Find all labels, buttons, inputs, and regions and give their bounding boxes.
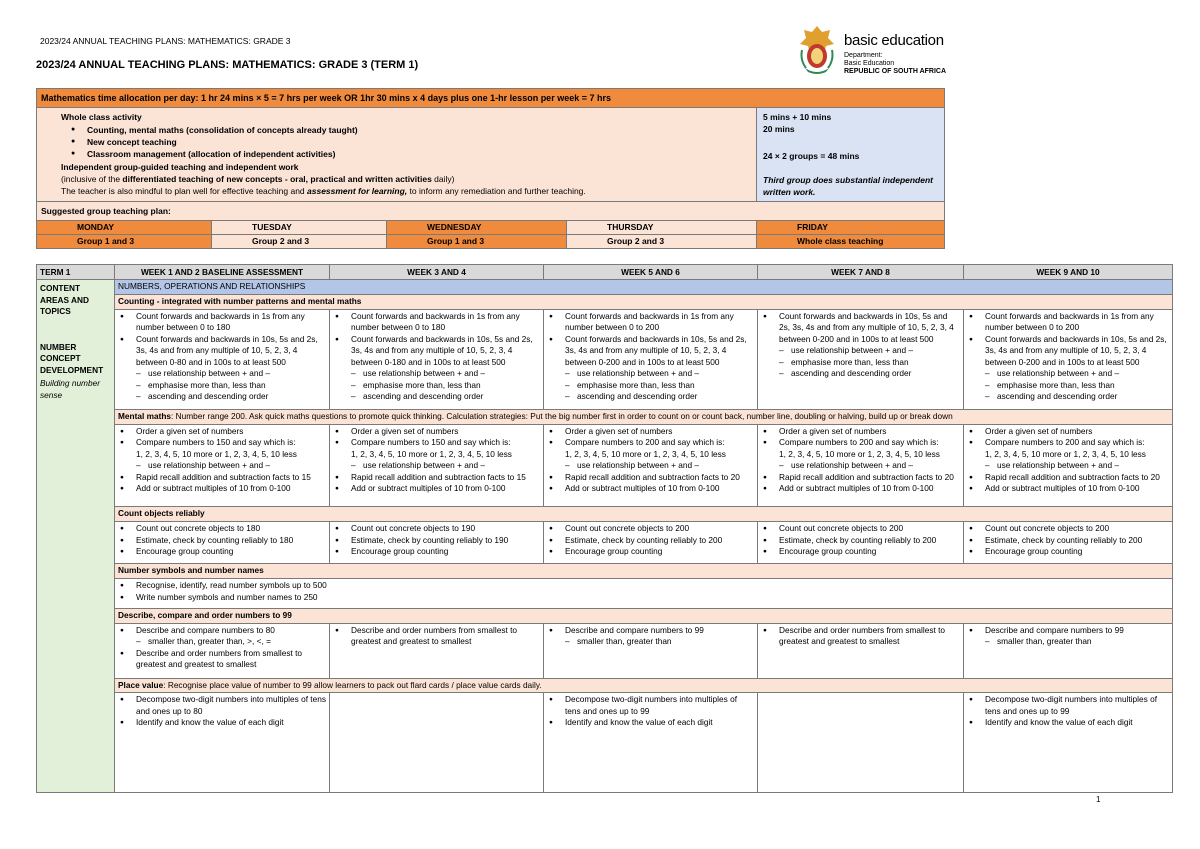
list-item: ● Decompose two-digit numbers into multiples of tens and ones up to 99 xyxy=(547,694,754,717)
count-week-1-2 xyxy=(115,522,330,564)
list-item: ● Order a given set of numbers xyxy=(761,426,960,438)
topic-subtitle: Building number sense xyxy=(40,378,100,400)
place-week-1-2 xyxy=(115,693,330,793)
section-number-symbols: Number symbols and number names xyxy=(115,564,1173,579)
list-item: – use relationship between + and – xyxy=(118,368,326,380)
count-week-5-6 xyxy=(544,522,758,564)
logo-line: Basic Education xyxy=(844,60,895,67)
list-item: – use relationship between + and – xyxy=(333,368,540,380)
list-item: ● Count out concrete objects to 200 xyxy=(547,523,754,535)
suggested-plan-label: Suggested group teaching plan: xyxy=(37,202,945,221)
whole-class-label: Whole class activity xyxy=(61,112,142,122)
column-header: WEEK 3 AND 4 xyxy=(330,265,544,280)
column-header: WEEK 1 AND 2 BASELINE ASSESSMENT xyxy=(115,265,330,280)
logo-title: basic education xyxy=(844,32,944,49)
symbols-content xyxy=(115,579,1173,609)
list-item: ● Estimate, check by counting reliably to 200 xyxy=(547,535,754,547)
day-thursday: THURSDAY xyxy=(567,221,757,235)
time-breakdown xyxy=(757,108,945,202)
list-item: – use relationship between + and – xyxy=(547,368,754,380)
list-item: ● Describe and order numbers from smallest to greatest and greatest to smallest xyxy=(761,625,960,648)
place-week-7-8 xyxy=(758,693,964,793)
place-week-9-10 xyxy=(964,693,1173,793)
time-allocation-table xyxy=(36,88,945,249)
list-item: ● Count out concrete objects to 180 xyxy=(118,523,326,535)
count-week-9-10 xyxy=(964,522,1173,564)
list-item: – emphasise more than, less than xyxy=(333,380,540,392)
count-week-3-4 xyxy=(330,522,544,564)
coat-of-arms-icon xyxy=(796,24,838,76)
place-week-5-6 xyxy=(544,693,758,793)
list-item: ● Rapid recall addition and subtraction facts to 20 xyxy=(547,472,754,484)
time-value: 20 mins xyxy=(763,124,795,134)
list-item: ● Order a given set of numbers xyxy=(118,426,326,438)
list-item: ● Classroom management (allocation of independent activities) xyxy=(71,148,750,160)
list-item: ● Describe and compare numbers to 80 xyxy=(118,625,326,637)
list-item: ● Estimate, check by counting reliably to 200 xyxy=(761,535,960,547)
list-item: ● Add or subtract multiples of 10 from 0-100 xyxy=(967,483,1169,495)
group-thursday: Group 2 and 3 xyxy=(567,235,757,249)
teacher-note: The teacher is also mindful to plan well for effective teaching and assessment for learning, to inform any remediation and further teaching. xyxy=(61,186,586,196)
section-counting: Counting - integrated with number patterns and mental maths xyxy=(115,294,1173,309)
column-header: WEEK 5 AND 6 xyxy=(544,265,758,280)
list-item: ● Rapid recall addition and subtraction facts to 20 xyxy=(967,472,1169,484)
list-item: ● Order a given set of numbers xyxy=(967,426,1169,438)
list-item: ● Count forwards and backwards in 1s from any number between 0 to 180 xyxy=(333,311,540,334)
list-item: ● Write number symbols and number names to 250 xyxy=(118,592,1169,604)
list-item: ● Rapid recall addition and subtraction facts to 15 xyxy=(333,472,540,484)
list-item: ● Add or subtract multiples of 10 from 0-100 xyxy=(547,483,754,495)
mental-week-9-10 xyxy=(964,424,1173,507)
counting-week-1-2 xyxy=(115,309,330,409)
term-header-row xyxy=(37,265,1173,280)
day-wednesday: WEDNESDAY xyxy=(387,221,567,235)
section-describe-compare: Describe, compare and order numbers to 99 xyxy=(115,608,1173,623)
group-monday: Group 1 and 3 xyxy=(37,235,212,249)
number-sequence: 1, 2, 3, 4, 5, 10 more or 1, 2, 3, 4, 5, 10 less xyxy=(136,448,297,459)
list-item: ● Compare numbers to 200 and say which is: xyxy=(967,437,1169,449)
list-item: – use relationship between + and – xyxy=(761,345,960,357)
number-sequence: 1, 2, 3, 4, 5, 10 more or 1, 2, 3, 4, 5, 10 less xyxy=(779,448,940,459)
list-item: – emphasise more than, less than xyxy=(118,380,326,392)
counting-week-3-4 xyxy=(330,309,544,409)
list-item: ● Count forwards and backwards in 10s, 5s and 2s, 3s, 4s and from any multiple of 10, 5, 2, 3, 4 between 0-200 and in 100s to at least 500 xyxy=(967,334,1169,369)
place-week-3-4 xyxy=(330,693,544,793)
list-item: ● Rapid recall addition and subtraction facts to 15 xyxy=(118,472,326,484)
list-item: – smaller than, greater than xyxy=(967,636,1169,648)
list-item: ● Compare numbers to 150 and say which is: xyxy=(118,437,326,449)
page-number: 1 xyxy=(1096,795,1101,804)
section-place-value: Place value: Recognise place value of number to 99 allow learners to pack out flard cards / place value cards daily. xyxy=(115,678,1173,693)
list-item: ● Identify and know the value of each digit xyxy=(118,717,326,729)
list-item: ● Count out concrete objects to 200 xyxy=(967,523,1169,535)
list-item: – use relationship between + and – xyxy=(967,368,1169,380)
describe-week-3-4 xyxy=(330,623,544,678)
list-item: ● Add or subtract multiples of 10 from 0-100 xyxy=(118,483,326,495)
logo-country: REPUBLIC OF SOUTH AFRICA xyxy=(844,68,947,75)
list-item: ● Estimate, check by counting reliably to 190 xyxy=(333,535,540,547)
list-item: ● Count forwards and backwards in 1s from any number between 0 to 200 xyxy=(967,311,1169,334)
list-item: ● Count forwards and backwards in 10s, 5s and 2s, 3s, 4s and from any multiple of 10, 5, 2, 3, 4 between 0-80 and in 100s to at least 500 xyxy=(118,334,326,369)
list-item: – ascending and descending order xyxy=(547,391,754,403)
section-count-objects: Count objects reliably xyxy=(115,507,1173,522)
list-item: ● Count forwards and backwards in 10s, 5s and 2s, 3s, 4s and from any multiple of 10, 5, 2, 3, 4 between 0-200 and in 100s to at least 500 xyxy=(547,334,754,369)
describe-week-7-8 xyxy=(758,623,964,678)
mental-week-7-8 xyxy=(758,424,964,507)
list-item: – ascending and descending order xyxy=(333,391,540,403)
count-week-7-8 xyxy=(758,522,964,564)
list-item: ● Compare numbers to 150 and say which is: xyxy=(333,437,540,449)
list-item: – ascending and descending order xyxy=(761,368,960,380)
list-item: ● New concept teaching xyxy=(71,136,750,148)
time-value: 24 × 2 groups = 48 mins xyxy=(763,151,860,161)
list-item: ● Count forwards and backwards in 10s, 5s and 2s, 3s, 4s and from any multiple of 10, 5, 2, 3, 4 between 0-180 and in 100s to at least 500 xyxy=(333,334,540,369)
list-item: ● Order a given set of numbers xyxy=(547,426,754,438)
inclusive-note: (inclusive of the differentiated teaching of new concepts - oral, practical and written activities daily) xyxy=(61,174,455,184)
number-sequence: 1, 2, 3, 4, 5, 10 more or 1, 2, 3, 4, 5, 10 less xyxy=(985,448,1146,459)
column-header: TERM 1 xyxy=(37,265,115,280)
list-item: – emphasise more than, less than xyxy=(547,380,754,392)
list-item: – smaller than, greater than xyxy=(547,636,754,648)
list-item: – emphasise more than, less than xyxy=(761,357,960,369)
mental-week-1-2 xyxy=(115,424,330,507)
third-group-note: Third group does substantial independent written work. xyxy=(763,175,934,197)
list-item: – use relationship between + and – xyxy=(333,460,540,472)
describe-week-5-6 xyxy=(544,623,758,678)
list-item: ● Encourage group counting xyxy=(967,546,1169,558)
counting-week-5-6 xyxy=(544,309,758,409)
day-friday: FRIDAY xyxy=(757,221,945,235)
list-item: – ascending and descending order xyxy=(118,391,326,403)
list-item: ● Add or subtract multiples of 10 from 0-100 xyxy=(761,483,960,495)
list-item: ● Add or subtract multiples of 10 from 0-100 xyxy=(333,483,540,495)
strand-heading: NUMBERS, OPERATIONS AND RELATIONSHIPS xyxy=(115,280,1173,295)
group-tuesday: Group 2 and 3 xyxy=(212,235,387,249)
number-sequence: 1, 2, 3, 4, 5, 10 more or 1, 2, 3, 4, 5, 10 less xyxy=(351,448,512,459)
number-sequence: 1, 2, 3, 4, 5, 10 more or 1, 2, 3, 4, 5, 10 less xyxy=(565,448,726,459)
content-area-sidebar xyxy=(37,280,115,793)
day-tuesday: TUESDAY xyxy=(212,221,387,235)
whole-class-activity xyxy=(37,108,757,202)
describe-week-9-10 xyxy=(964,623,1173,678)
section-mental-maths: Mental maths: Number range 200. Ask quick maths questions to promote quick thinking. Calculation strategies: Put the big number first in order to count on or count back, number line, doubling or halving, build up or break down xyxy=(115,410,1173,425)
counting-week-7-8 xyxy=(758,309,964,409)
list-item: ● Identify and know the value of each digit xyxy=(967,717,1169,729)
time-value: 5 mins + 10 mins xyxy=(763,112,832,122)
group-wednesday: Group 1 and 3 xyxy=(387,235,567,249)
page-title: 2023/24 ANNUAL TEACHING PLANS: MATHEMATICS: GRADE 3 (TERM 1) xyxy=(36,59,419,71)
list-item: ● Count forwards and backwards in 10s, 5s and 2s, 3s, 4s and from any multiple of 10, 5, 2, 3, 4 between 0-200 and in 100s to at least 500 xyxy=(761,311,960,346)
group-friday: Whole class teaching xyxy=(757,235,945,249)
list-item: ● Recognise, identify, read number symbols up to 500 xyxy=(118,580,1169,592)
logo-line: Department: xyxy=(844,52,883,59)
list-item: ● Count out concrete objects to 190 xyxy=(333,523,540,535)
list-item: – ascending and descending order xyxy=(967,391,1169,403)
list-item: ● Estimate, check by counting reliably to 200 xyxy=(967,535,1169,547)
list-item: ● Decompose two-digit numbers into multiples of tens and ones up to 80 xyxy=(118,694,326,717)
list-item: – use relationship between + and – xyxy=(118,460,326,472)
list-item: ● Describe and compare numbers to 99 xyxy=(547,625,754,637)
list-item: ● Count forwards and backwards in 1s from any number between 0 to 180 xyxy=(118,311,326,334)
list-item: ● Estimate, check by counting reliably to 180 xyxy=(118,535,326,547)
column-header: WEEK 7 AND 8 xyxy=(758,265,964,280)
list-item: ● Encourage group counting xyxy=(547,546,754,558)
column-header: WEEK 9 AND 10 xyxy=(964,265,1173,280)
list-item: ● Counting, mental maths (consolidation of concepts already taught) xyxy=(71,124,750,136)
list-item: ● Compare numbers to 200 and say which is: xyxy=(761,437,960,449)
dbe-logo xyxy=(796,24,966,84)
list-item: ● Compare numbers to 200 and say which is: xyxy=(547,437,754,449)
running-header: 2023/24 ANNUAL TEACHING PLANS: MATHEMATICS: GRADE 3 xyxy=(40,36,291,46)
list-item: – smaller than, greater than, >, <, = xyxy=(118,636,326,648)
list-item: ● Describe and order numbers from smallest to greatest and greatest to smallest xyxy=(333,625,540,648)
mental-week-3-4 xyxy=(330,424,544,507)
list-item: – use relationship between + and – xyxy=(761,460,960,472)
content-areas-label: CONTENT AREAS AND TOPICS xyxy=(40,283,90,316)
time-allocation-heading: Mathematics time allocation per day: 1 hr 24 mins × 5 = 7 hrs per week OR 1hr 30 mins x 4 days plus one 1-hr lesson per week = 7 hrs xyxy=(37,89,945,108)
list-item: ● Count forwards and backwards in 1s from any number between 0 to 200 xyxy=(547,311,754,334)
topic-label: NUMBER CONCEPT DEVELOPMENT xyxy=(40,341,104,375)
day-monday: MONDAY xyxy=(37,221,212,235)
list-item: ● Describe and compare numbers to 99 xyxy=(967,625,1169,637)
describe-week-1-2 xyxy=(115,623,330,678)
counting-week-9-10 xyxy=(964,309,1173,409)
list-item: – use relationship between + and – xyxy=(967,460,1169,472)
list-item: ● Describe and order numbers from smallest to greatest and greatest to smallest xyxy=(118,648,326,671)
list-item: ● Rapid recall addition and subtraction facts to 20 xyxy=(761,472,960,484)
list-item: ● Identify and know the value of each digit xyxy=(547,717,754,729)
list-item: – emphasise more than, less than xyxy=(967,380,1169,392)
list-item: ● Encourage group counting xyxy=(761,546,960,558)
list-item: ● Decompose two-digit numbers into multiples of tens and ones up to 99 xyxy=(967,694,1169,717)
list-item: ● Count out concrete objects to 200 xyxy=(761,523,960,535)
list-item: – use relationship between + and – xyxy=(547,460,754,472)
group-heading: Independent group-guided teaching and independent work xyxy=(61,162,299,172)
list-item: ● Order a given set of numbers xyxy=(333,426,540,438)
term-plan-table xyxy=(36,264,1173,793)
mental-week-5-6 xyxy=(544,424,758,507)
list-item: ● Encourage group counting xyxy=(333,546,540,558)
list-item: ● Encourage group counting xyxy=(118,546,326,558)
